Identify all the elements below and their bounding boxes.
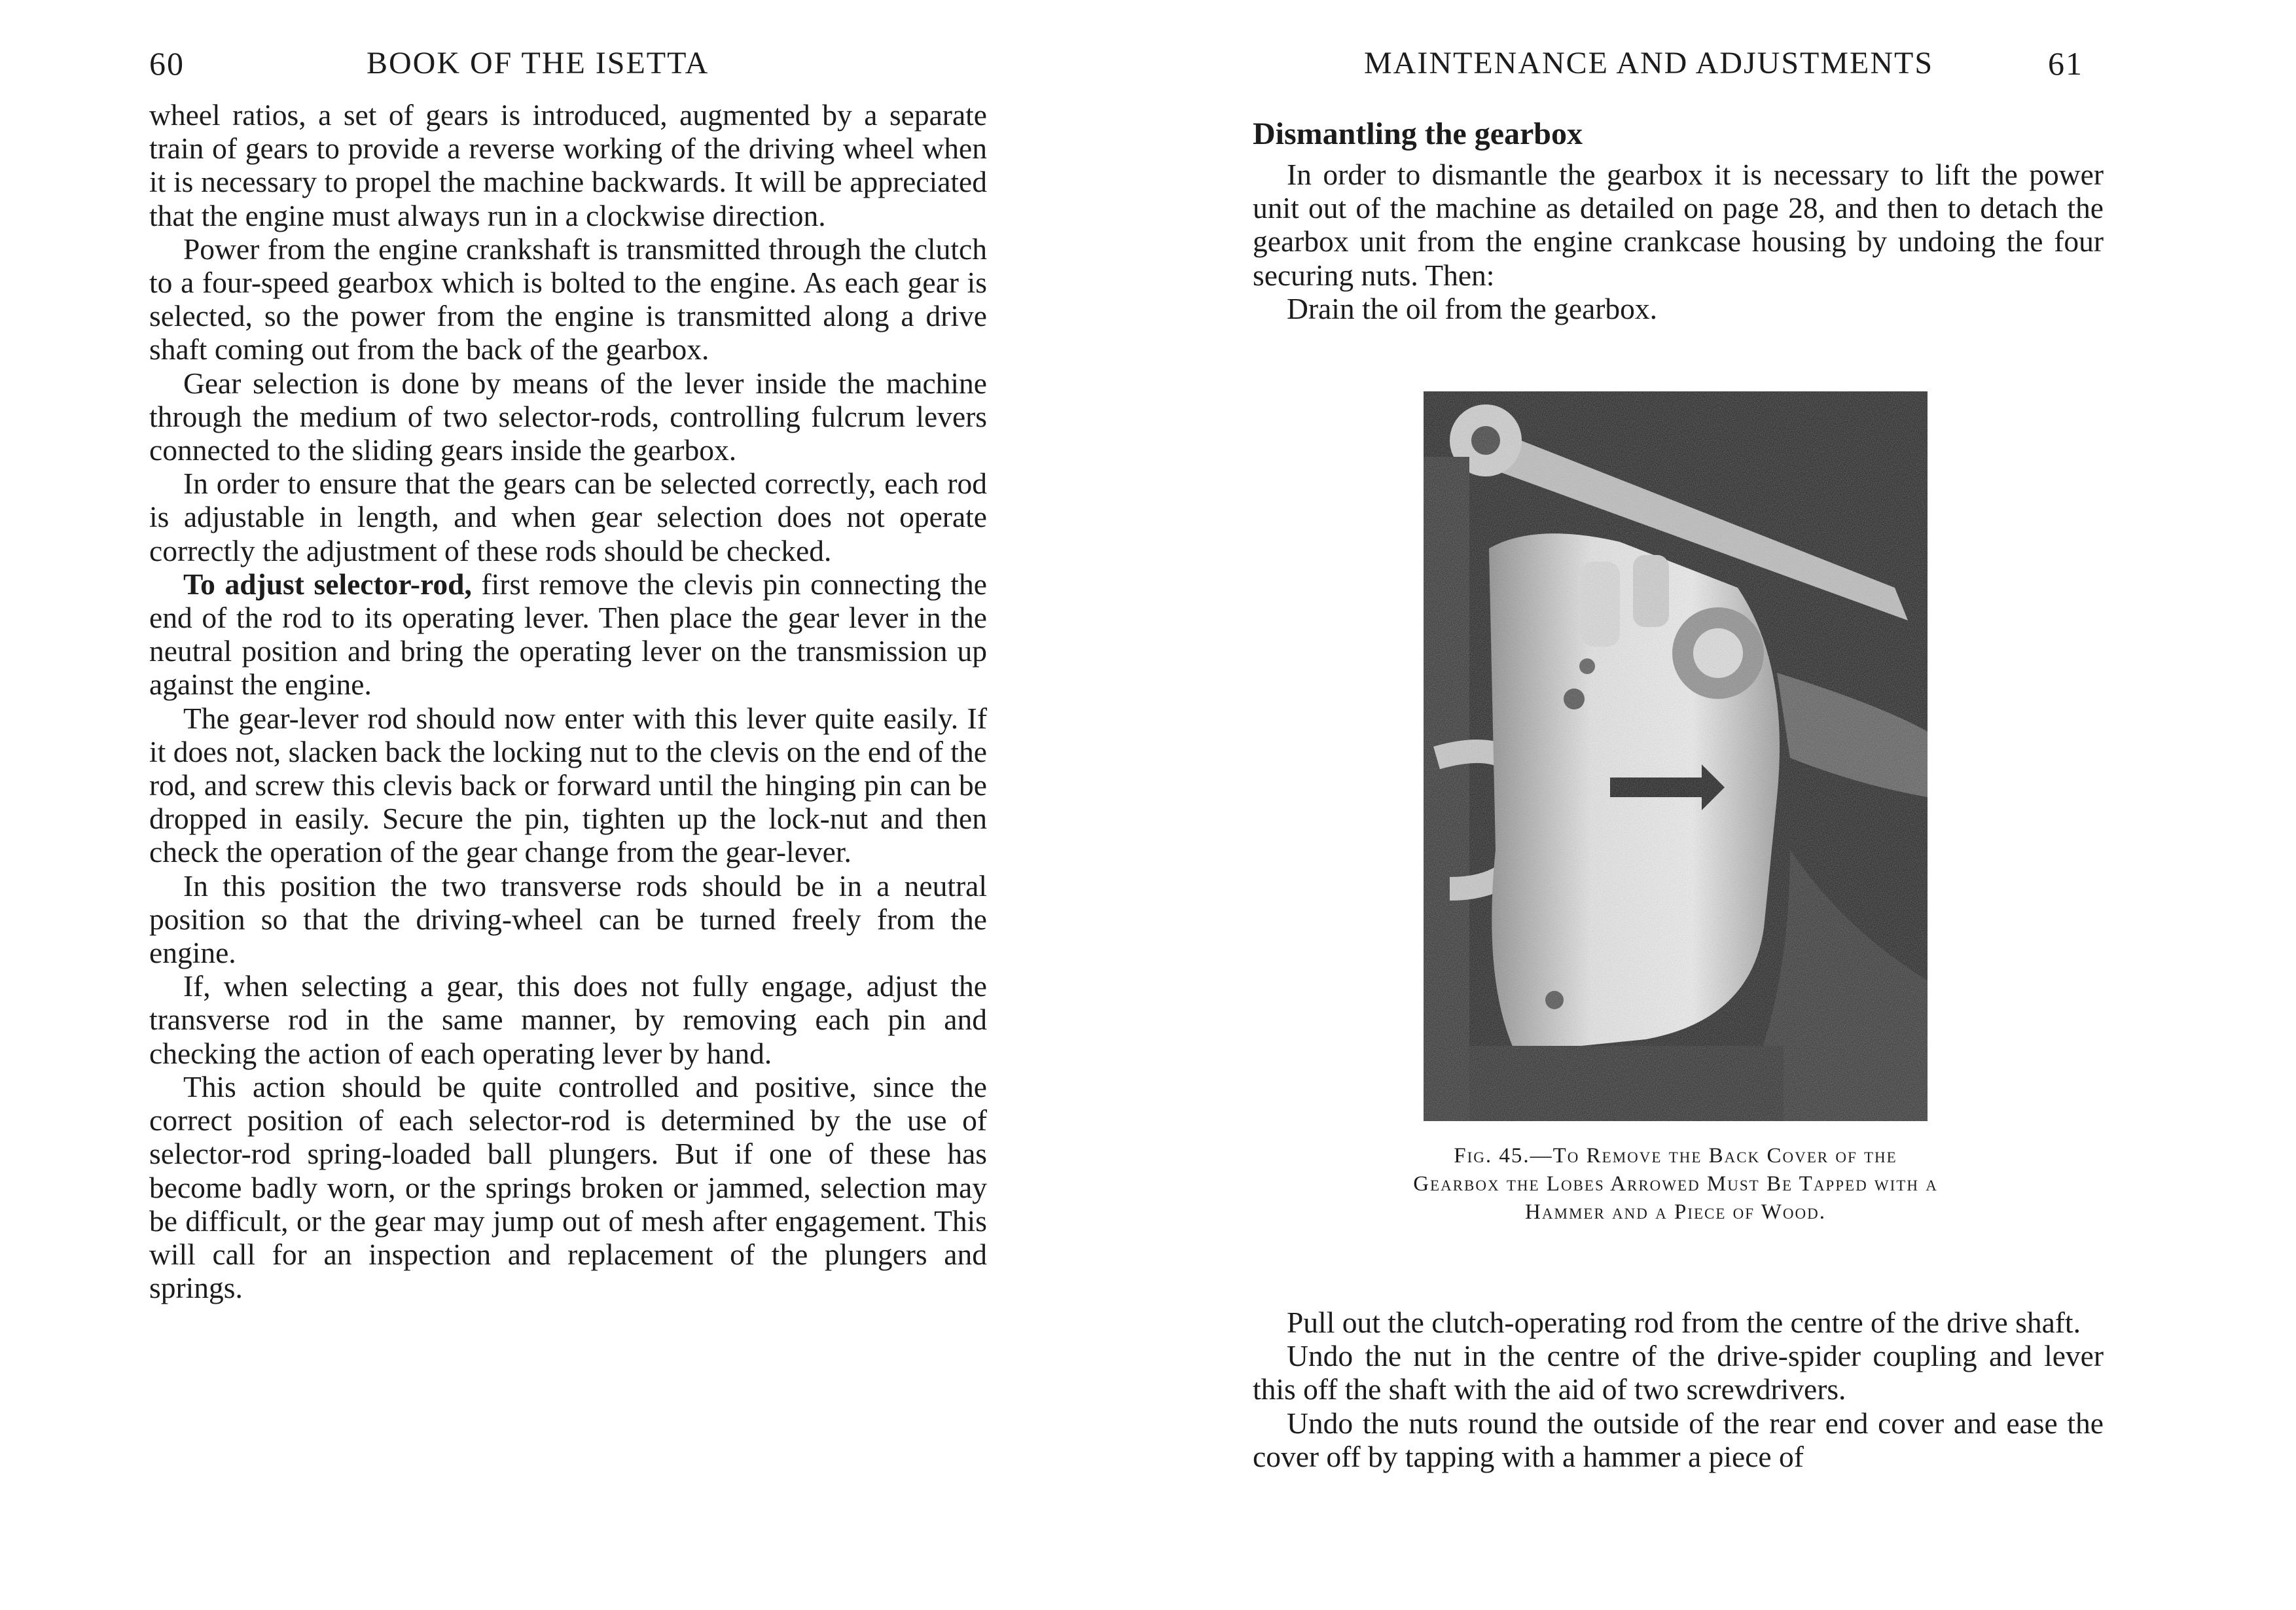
running-head-left: BOOK OF THE ISETTA [367,46,709,80]
paragraph: Power from the engine crankshaft is transmitted through the clutch to a four-speed gearbox which is bolted to the engine. As each gear is selected, so the power from the engine is transmitted along a drive shaft coming out from the back of the gearbox. [149,232,987,367]
page-number-left: 60 [149,45,185,82]
paragraph: In order to ensure that the gears can be selected correctly, each rod is adjustable in length, and when gear selection does not operate correctly the adjustment of these rods should be checked. [149,467,987,567]
paragraph: In order to dismantle the gearbox it is necessary to lift the power unit out of the machine as detailed on page 28, and then to detach the gearbox unit from the engine crankcase housing by undoing the four securing nuts. Then: [1253,158,2104,292]
paragraph: wheel ratios, a set of gears is introduced, augmented by a separate train of gears to provide a reverse working of the driving wheel when it is necessary to propel the machine backwards. It will be appreciated that the engine must always run in a clockwise direction. [149,98,987,232]
right-text-bottom [1253,1306,2104,1473]
left-text-column [149,98,987,1304]
paragraph: If, when selecting a gear, this does not fully engage, adjust the transverse rod in the same manner, by removing each pin and checking the action of each operating lever by hand. [149,969,987,1070]
page-number-right: 61 [2048,45,2083,82]
paragraph: This action should be quite controlled and positive, since the correct position of each selector-rod is determined by the use of selector-rod spring-loaded ball plungers. But if one of these has become badly worn, or the springs broken or jammed, selection may be difficult, or the gear may jump out of mesh after engagement. This will call for an inspection and replacement of the plungers and springs. [149,1069,987,1305]
bold-lead-in: To adjust selector-rod, [183,567,472,601]
gearbox-photo-image [1424,391,1928,1121]
paragraph: Undo the nut in the centre of the drive-spider coupling and lever this off the shaft with the aid of two screwdrivers. [1253,1339,2104,1406]
gearbox-photo-figure [1424,391,1928,1121]
section-heading: Dismantling the gearbox [1253,116,1583,151]
right-text-top [1253,115,2104,325]
paragraph: In this position the two transverse rods should be in a neutral position so that the driving-wheel can be turned freely from the engine. [149,868,987,970]
paragraph-adjust-selector-rod: To adjust selector-rod, first remove the clevis pin connecting the end of the rod to its operating lever. Then place the gear lever in the neutral position and bring the operating lever on the transmission up against the engine. [149,567,987,702]
paragraph: The gear-lever rod should now enter with this lever quite easily. If it does not, slacken back the locking nut to the clevis on the end of the rod, and screw this clevis back or forward until the hinging pin can be dropped in easily. Secure the pin, tighten up the lock-nut and then check the operation of the gear change from the gear-lever. [149,701,987,869]
running-head-right: MAINTENANCE AND ADJUSTMENTS [1364,46,1934,80]
paragraph: Drain the oil from the gearbox. [1287,291,1658,325]
paragraph: Pull out the clutch-operating rod from the centre of the drive shaft. [1287,1306,2081,1339]
paragraph: Gear selection is done by means of the lever inside the machine through the medium of two selector-rods, controlling fulcrum levers connected to the sliding gears inside the gearbox. [149,366,987,467]
paragraph: Undo the nuts round the outside of the rear end cover and ease the cover off by tapping with a hammer a piece of [1253,1406,2104,1473]
figure-caption: Fig. 45.—To Remove the Back Cover of the Gearbox the Lobes Arrowed Must Be Tapped with a Hammer and a Piece of Wood. [1413,1144,1938,1224]
